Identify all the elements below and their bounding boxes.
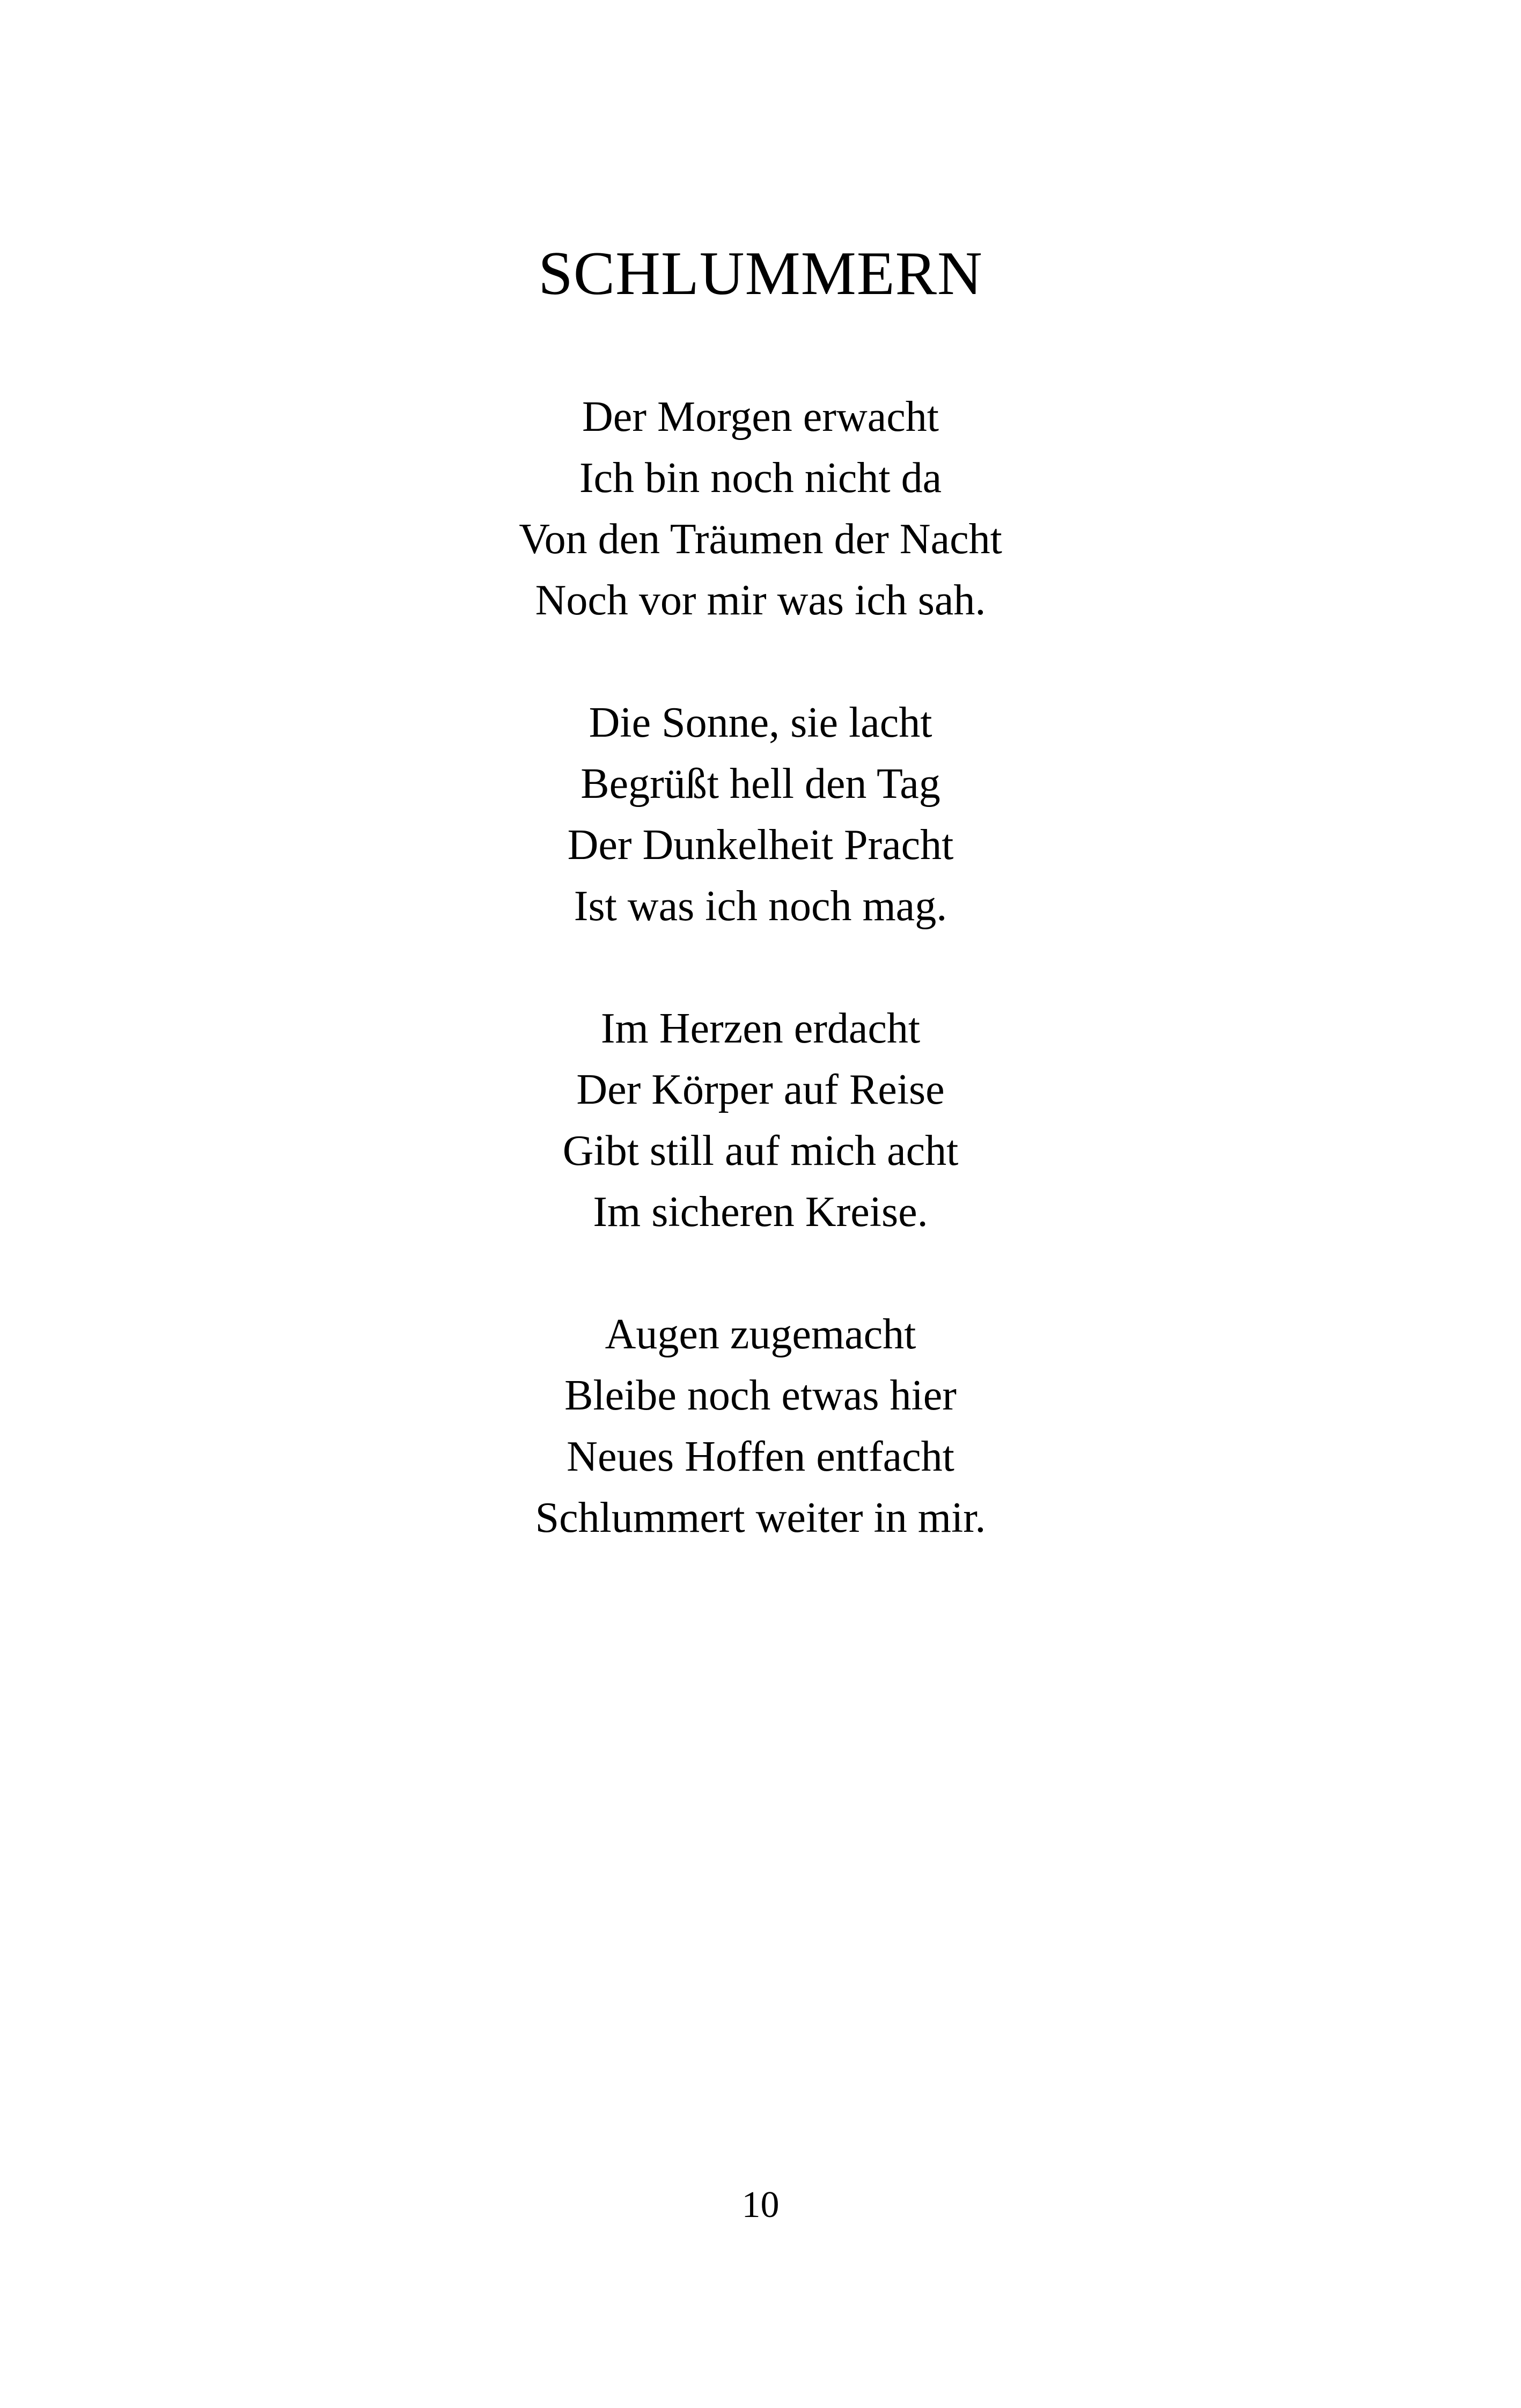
stanza-4 <box>0 1304 1521 1548</box>
poem-line: Augen zugemacht <box>605 1311 916 1358</box>
poem-line: Die Sonne, sie lacht <box>589 699 932 746</box>
poem-line: Von den Träumen der Nacht <box>519 516 1002 563</box>
poem-line: Der Morgen erwacht <box>582 393 939 441</box>
poem-line: Noch vor mir was ich sah. <box>535 577 986 624</box>
poem-line: Schlummert weiter in mir. <box>535 1494 986 1541</box>
poem-line: Begrüßt hell den Tag <box>581 760 940 807</box>
poem-line: Im Herzen erdacht <box>600 1005 921 1052</box>
poem-line: Der Dunkelheit Pracht <box>567 821 954 869</box>
poem-body <box>0 386 1521 1610</box>
stanza-3 <box>0 998 1521 1243</box>
stanza-1 <box>0 386 1521 631</box>
poem-line: Bleibe noch etwas hier <box>564 1372 957 1419</box>
poem-line: Der Körper auf Reise <box>576 1066 945 1113</box>
poem-line: Ich bin noch nicht da <box>579 454 942 502</box>
poem-line: Gibt still auf mich acht <box>562 1127 959 1174</box>
page-number: 10 <box>741 2184 780 2226</box>
poem-line: Neues Hoffen entfacht <box>567 1433 954 1480</box>
poem-line: Ist was ich noch mag. <box>574 883 947 930</box>
poem-line: Im sicheren Kreise. <box>593 1188 928 1236</box>
poem-title: SCHLUMMERN <box>538 239 983 308</box>
stanza-2 <box>0 692 1521 937</box>
